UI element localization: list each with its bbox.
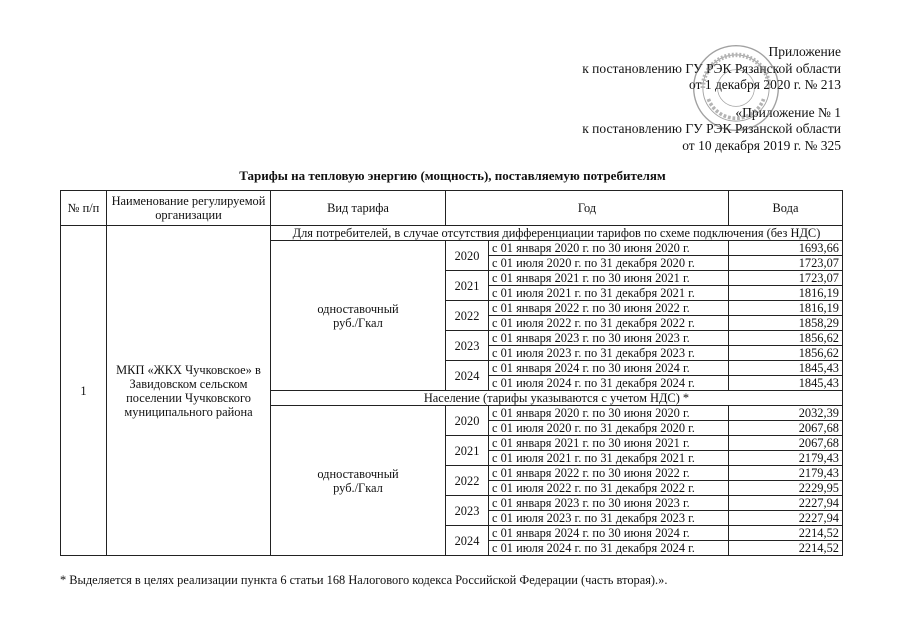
- period-cell: с 01 января 2020 г. по 30 июня 2020 г.: [489, 406, 729, 421]
- period-cell: с 01 января 2024 г. по 30 июня 2024 г.: [489, 526, 729, 541]
- period-cell: с 01 января 2021 г. по 30 июня 2021 г.: [489, 271, 729, 286]
- water-value: 2067,68: [729, 421, 843, 436]
- water-value: 2214,52: [729, 541, 843, 556]
- tariff-type: одноставочный: [317, 301, 399, 316]
- period-cell: с 01 июля 2023 г. по 31 декабря 2023 г.: [489, 346, 729, 361]
- year-cell: 2021: [446, 436, 489, 466]
- water-value: 2179,43: [729, 451, 843, 466]
- water-value: 1693,66: [729, 241, 843, 256]
- tariff-type: одноставочный: [317, 466, 399, 481]
- tariff-unit: руб./Гкал: [333, 315, 383, 330]
- appendix-line-3: от 1 декабря 2020 г. № 213: [688, 77, 841, 92]
- water-value: 1816,19: [729, 301, 843, 316]
- period-cell: с 01 июля 2023 г. по 31 декабря 2023 г.: [489, 511, 729, 526]
- tariff-table: [60, 190, 843, 556]
- water-value: 2032,39: [729, 406, 843, 421]
- year-cell: 2023: [446, 331, 489, 361]
- period-cell: с 01 июля 2022 г. по 31 декабря 2022 г.: [489, 481, 729, 496]
- period-cell: с 01 июля 2024 г. по 31 декабря 2024 г.: [489, 376, 729, 391]
- water-value: 2214,52: [729, 526, 843, 541]
- period-cell: с 01 января 2024 г. по 30 июня 2024 г.: [489, 361, 729, 376]
- appendix-line-2: к постановлению ГУ РЭК Рязанской области: [582, 60, 841, 76]
- period-cell: с 01 июля 2021 г. по 31 декабря 2021 г.: [489, 286, 729, 301]
- year-cell: 2022: [446, 301, 489, 331]
- period-cell: с 01 июля 2021 г. по 31 декабря 2021 г.: [489, 451, 729, 466]
- section-heading: Население (тарифы указываются с учетом НДС) *: [271, 391, 843, 406]
- period-cell: с 01 июля 2020 г. по 31 декабря 2020 г.: [489, 256, 729, 271]
- water-value: 2229,95: [729, 481, 843, 496]
- seal-icon: [690, 42, 782, 134]
- col-header-water: Вода: [729, 191, 843, 226]
- appendix-line-5: к постановлению ГУ РЭК Рязанской области: [582, 121, 841, 136]
- period-cell: с 01 января 2020 г. по 30 июня 2020 г.: [489, 241, 729, 256]
- section-heading: Для потребителей, в случае отсутствия дифференциации тарифов по схеме подключения (без НДС): [271, 226, 843, 241]
- col-header-year: Год: [446, 191, 729, 226]
- period-cell: с 01 июля 2022 г. по 31 декабря 2022 г.: [489, 316, 729, 331]
- year-cell: 2022: [446, 466, 489, 496]
- water-value: 2227,94: [729, 511, 843, 526]
- appendix-line-6: от 10 декабря 2019 г. № 325: [682, 137, 841, 153]
- tariff-type-cell: [271, 241, 446, 391]
- water-value: 1723,07: [729, 256, 843, 271]
- period-cell: с 01 января 2021 г. по 30 июня 2021 г.: [489, 436, 729, 451]
- water-value: 1845,43: [729, 376, 843, 391]
- year-cell: 2023: [446, 496, 489, 526]
- period-cell: с 01 июля 2024 г. по 31 декабря 2024 г.: [489, 541, 729, 556]
- year-cell: 2020: [446, 241, 489, 271]
- period-cell: с 01 июля 2020 г. по 31 декабря 2020 г.: [489, 421, 729, 436]
- tariff-unit: руб./Гкал: [333, 480, 383, 495]
- col-header-organization: Наименование регулируемой организации: [107, 191, 271, 226]
- water-value: 1856,62: [729, 346, 843, 361]
- appendix-line-4: «Приложение № 1: [735, 104, 841, 120]
- tariff-type-cell: [271, 406, 446, 556]
- year-cell: 2020: [446, 406, 489, 436]
- organization-name: МКП «ЖКХ Чучковское» в Завидовском сельском поселении Чучковского муниципального района: [107, 226, 271, 556]
- col-header-number: № п/п: [61, 191, 107, 226]
- appendix-line-1: Приложение: [768, 44, 841, 59]
- year-cell: 2024: [446, 526, 489, 556]
- year-cell: 2024: [446, 361, 489, 391]
- water-value: 1858,29: [729, 316, 843, 331]
- document-title: Тарифы на тепловую энергию (мощность), поставляемую потребителям: [239, 168, 666, 183]
- period-cell: с 01 января 2023 г. по 30 июня 2023 г.: [489, 331, 729, 346]
- water-value: 2227,94: [729, 496, 843, 511]
- footnote: * Выделяется в целях реализации пункта 6 статьи 168 Налогового кодекса Российской Федерации (часть вторая).».: [60, 573, 668, 587]
- water-value: 1845,43: [729, 361, 843, 376]
- water-value: 2067,68: [729, 436, 843, 451]
- row-number: 1: [61, 226, 107, 556]
- water-value: 1816,19: [729, 286, 843, 301]
- year-cell: 2021: [446, 271, 489, 301]
- period-cell: с 01 января 2022 г. по 30 июня 2022 г.: [489, 301, 729, 316]
- water-value: 1723,07: [729, 271, 843, 286]
- water-value: 1856,62: [729, 331, 843, 346]
- water-value: 2179,43: [729, 466, 843, 481]
- period-cell: с 01 января 2022 г. по 30 июня 2022 г.: [489, 466, 729, 481]
- period-cell: с 01 января 2023 г. по 30 июня 2023 г.: [489, 496, 729, 511]
- col-header-tariff-type: Вид тарифа: [271, 191, 446, 226]
